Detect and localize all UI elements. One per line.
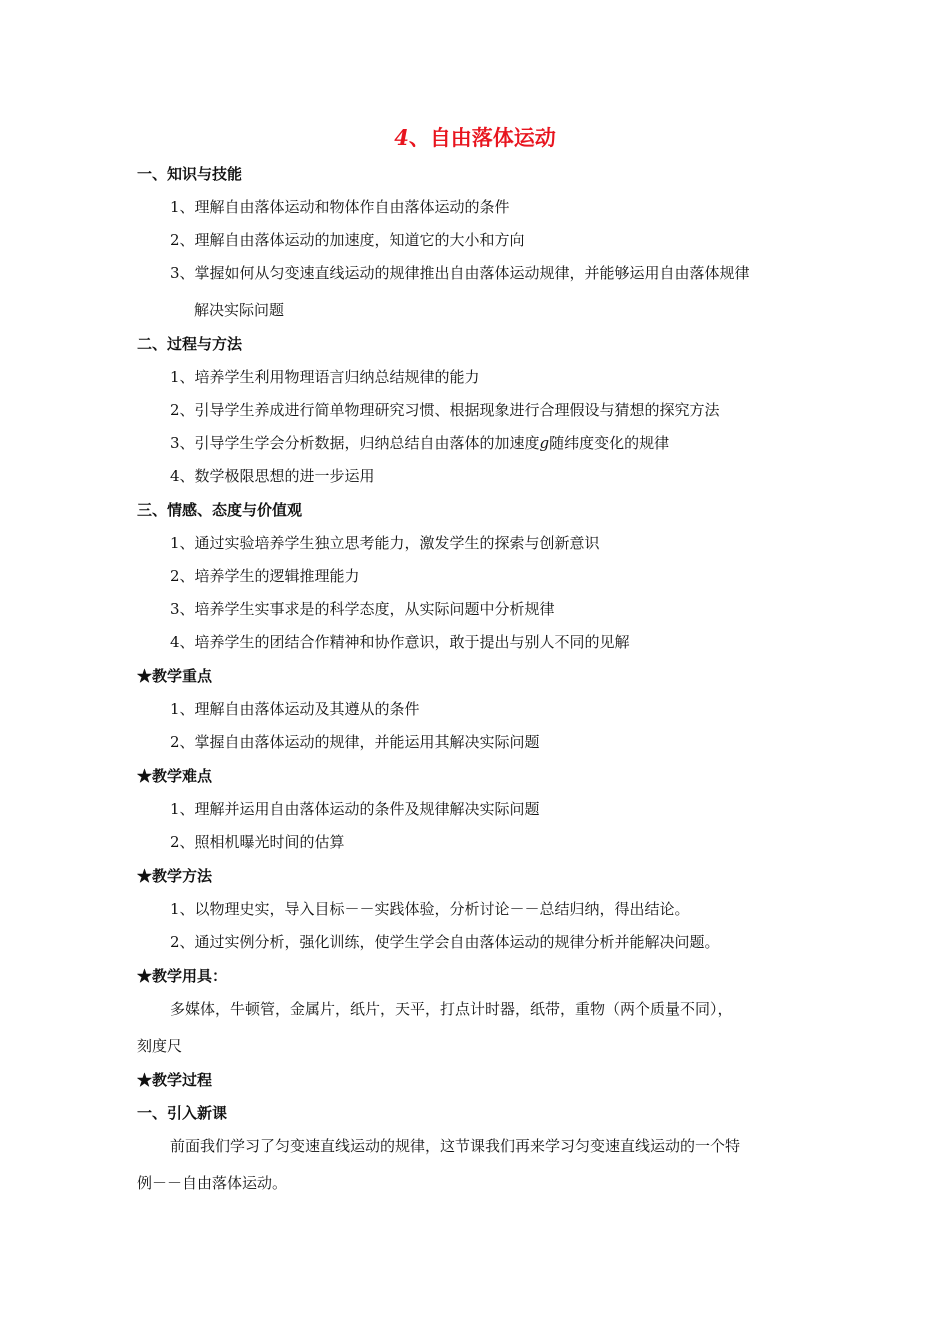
paragraph-line: 前面我们学习了匀变速直线运动的规律，这节课我们再来学习匀变速直线运动的一个特 — [170, 1137, 741, 1155]
section-heading-tools: ★教学用具： — [137, 967, 228, 985]
list-item: 2、掌握自由落体运动的规律，并能运用其解决实际问题 — [170, 733, 540, 751]
list-item: 4、数学极限思想的进一步运用 — [170, 467, 375, 485]
list-item-continuation: 解决实际问题 — [194, 301, 285, 319]
list-item: 1、理解自由落体运动和物体作自由落体运动的条件 — [170, 198, 510, 216]
list-item: 1、通过实验培养学生独立思考能力，激发学生的探索与创新意识 — [170, 534, 600, 552]
list-item: 2、通过实例分析，强化训练，使学生学会自由落体运动的规律分析并能解决问题。 — [170, 933, 720, 951]
list-item: 1、培养学生利用物理语言归纳总结规律的能力 — [170, 368, 480, 386]
section-heading-key-points: ★教学重点 — [137, 667, 213, 685]
section-heading-difficulties: ★教学难点 — [137, 767, 213, 785]
section-heading-values: 三、情感、态度与价值观 — [137, 501, 303, 519]
item-text: 随纬度变化的规律 — [549, 434, 670, 452]
list-item: 1、以物理史实，导入目标－－实践体验，分析讨论－－总结归纳，得出结论。 — [170, 900, 690, 918]
list-item: 1、理解并运用自由落体运动的条件及规律解决实际问题 — [170, 800, 540, 818]
list-item: 2、照相机曝光时间的估算 — [170, 833, 345, 851]
page-title — [0, 124, 950, 152]
title-number: 4 — [394, 125, 409, 150]
list-item: 4、培养学生的团结合作精神和协作意识，敢于提出与别人不同的见解 — [170, 633, 630, 651]
list-item: 2、理解自由落体运动的加速度，知道它的大小和方向 — [170, 231, 525, 249]
paragraph-line: 刻度尺 — [137, 1037, 183, 1055]
list-item: 2、培养学生的逻辑推理能力 — [170, 567, 360, 585]
item-text: 3、引导学生学会分析数据，归纳总结自由落体的加速度 — [170, 434, 540, 452]
paragraph-line: 例－－自由落体运动。 — [137, 1174, 288, 1192]
section-heading-knowledge: 一、知识与技能 — [137, 165, 243, 183]
section-heading-process: 二、过程与方法 — [137, 335, 243, 353]
title-text: 自由落体运动 — [429, 125, 556, 150]
title-separator: 、 — [408, 125, 430, 150]
list-item — [170, 433, 669, 453]
paragraph-line: 多媒体，牛顿管，金属片，纸片，天平，打点计时器，纸带，重物（两个质量不同）， — [170, 1000, 733, 1018]
list-item: 2、引导学生养成进行简单物理研究习惯、根据现象进行合理假设与猜想的探究方法 — [170, 401, 720, 419]
section-heading-methods: ★教学方法 — [137, 867, 213, 885]
list-item: 3、掌握如何从匀变速直线运动的规律推出自由落体运动规律，并能够运用自由落体规律 — [170, 264, 750, 282]
section-heading-intro: 一、引入新课 — [137, 1104, 228, 1122]
list-item: 3、培养学生实事求是的科学态度，从实际问题中分析规律 — [170, 600, 555, 618]
symbol-g: g — [539, 434, 550, 452]
list-item: 1、理解自由落体运动及其遵从的条件 — [170, 700, 420, 718]
section-heading-process-teaching: ★教学过程 — [137, 1071, 213, 1089]
